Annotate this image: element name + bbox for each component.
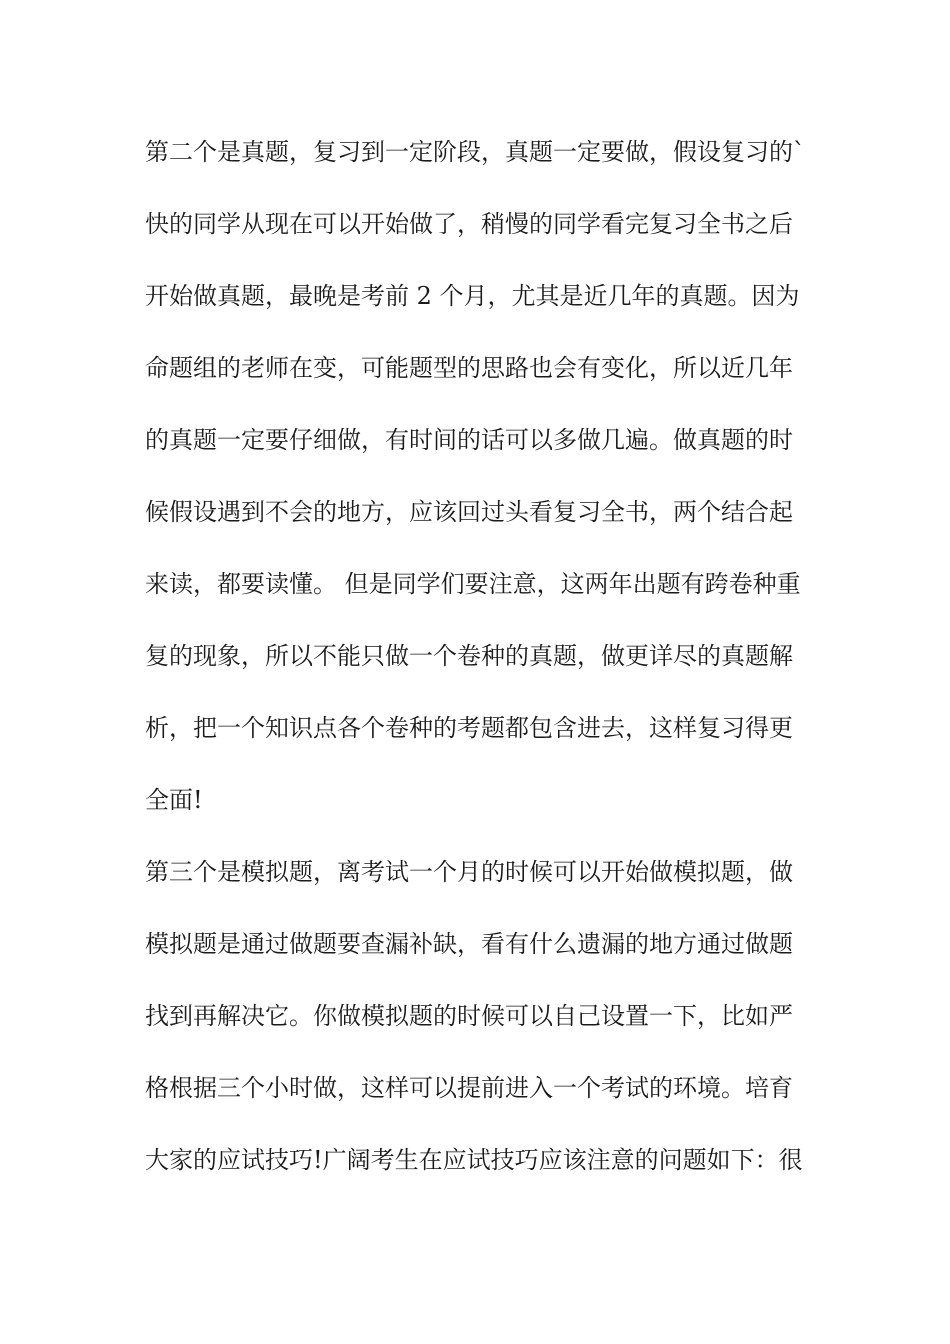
text-line: 模拟题是通过做题要查漏补缺，看有什么遗漏的地方通过做题 xyxy=(145,930,793,958)
text-line: 格根据三个小时做，这样可以提前进入一个考试的环境。培育 xyxy=(145,1074,793,1102)
text-line: 找到再解决它。你做模拟题的时候可以自己设置一下，比如严 xyxy=(145,1002,793,1030)
text-line: 候假设遇到不会的地方，应该回过头看复习全书，两个结合起 xyxy=(145,498,793,526)
text-line: 全面! xyxy=(145,786,203,814)
text-line: 快的同学从现在可以开始做了，稍慢的同学看完复习全书之后 xyxy=(145,210,793,238)
text-line: 大家的应试技巧!广阔考生在应试技巧应该注意的问题如下：很 xyxy=(145,1146,803,1174)
text-line: 命题组的老师在变，可能题型的思路也会有变化，所以近几年 xyxy=(145,354,793,382)
body-text xyxy=(145,126,815,1206)
text-line: 第三个是模拟题，离考试一个月的时候可以开始做模拟题，做 xyxy=(145,858,793,886)
text-line: 第二个是真题，复习到一定阶段，真题一定要做，假设复习的` xyxy=(145,138,805,166)
text-line: 的真题一定要仔细做，有时间的话可以多做几遍。做真题的时 xyxy=(145,426,793,454)
text-line: 析，把一个知识点各个卷种的考题都包含进去，这样复习得更 xyxy=(145,714,793,742)
text-line: 来读，都要读懂。 但是同学们要注意，这两年出题有跨卷种重 xyxy=(145,570,801,598)
text-line: 开始做真题，最晚是考前 2 个月，尤其是近几年的真题。因为 xyxy=(145,282,800,310)
text-line: 复的现象，所以不能只做一个卷种的真题，做更详尽的真题解 xyxy=(145,642,793,670)
